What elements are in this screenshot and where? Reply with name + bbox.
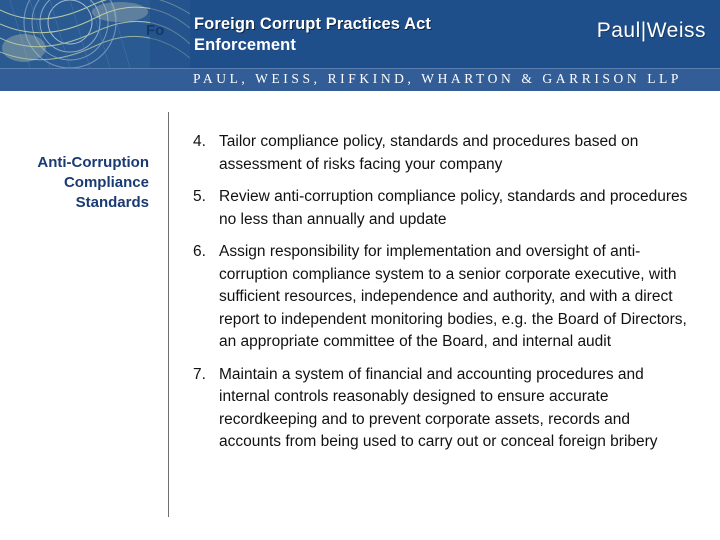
item-number: 4. — [193, 133, 206, 150]
section-label — [0, 153, 149, 213]
compliance-steps-list — [193, 131, 693, 464]
vertical-divider — [168, 112, 169, 517]
item-number: 5. — [193, 188, 206, 205]
decorative-banknote-image — [0, 0, 190, 68]
list-item — [193, 131, 693, 176]
firm-name: PAUL, WEISS, RIFKIND, WHARTON & GARRISON LLP — [193, 71, 682, 86]
page-title — [194, 14, 431, 56]
item-text: Maintain a system of financial and accounting procedures and internal controls reasonably designed to ensure accurate recordkeeping and to prevent corporate assets, records and accounts from being used to carry out or conceal foreign bribery — [219, 365, 658, 450]
list-item — [193, 364, 693, 454]
item-text: Tailor compliance policy, standards and procedures based on assessment of risks facing your company — [219, 133, 639, 173]
list-item — [193, 186, 693, 231]
item-number: 7. — [193, 365, 206, 383]
section-label-line: Anti-Corruption — [37, 154, 149, 171]
firm-band — [0, 68, 720, 91]
item-number: 6. — [193, 243, 206, 260]
page-title-line2: Enforcement — [194, 36, 296, 54]
header-banner — [0, 0, 720, 68]
section-label-line: Compliance — [63, 174, 149, 191]
list-item — [193, 241, 693, 354]
firm-logo: Paul|Weiss — [596, 19, 706, 42]
section-label-line: Standards — [75, 194, 149, 211]
page-title-line1: Foreign Corrupt Practices Act — [194, 15, 432, 33]
banner-ghost-text: Fo — [146, 22, 165, 39]
item-text: Review anti-corruption compliance policy, standards and procedures no less than annually and update — [219, 188, 688, 228]
item-text: Assign responsibility for implementation and oversight of anti-corruption compliance system to a senior corporate executive, with sufficient resources, independence and authority, and with a direct report to independent monitoring bodies, e.g. the Board of Directors, an appropriate committee of the Board, and internal audit — [219, 243, 687, 350]
